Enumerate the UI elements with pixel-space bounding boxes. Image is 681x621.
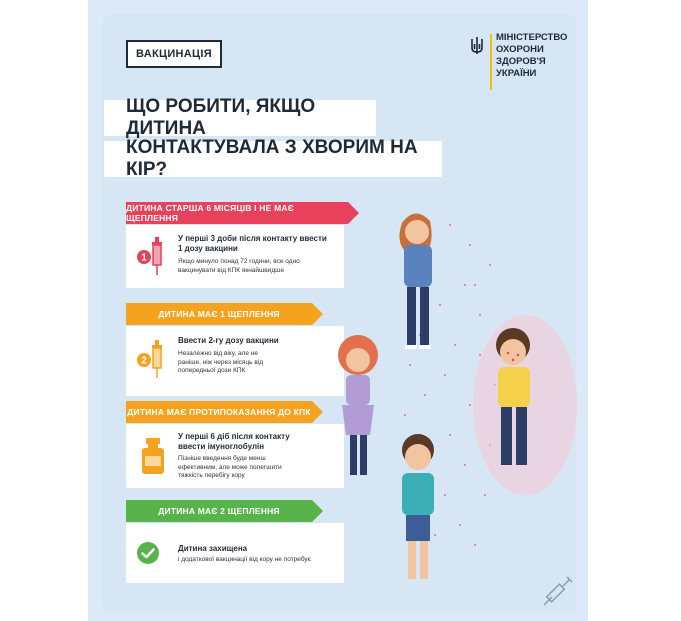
girl-curly-figure — [338, 335, 378, 475]
section-1-main: У перші 3 доби після контакту ввести 1 дозу вакцини — [178, 234, 327, 253]
dose-number-2: 2 — [141, 355, 147, 367]
section-4-main: Дитина захищена — [178, 544, 248, 553]
section-4-sub: і додаткової вакцинації від кору не потребує — [178, 556, 311, 563]
vial-icon — [136, 436, 170, 476]
section-card-4 — [126, 523, 344, 583]
section-3-sub: Пізніше введення буде менш ефективним, але може полегшити тяжкість перебігу кору — [178, 455, 282, 479]
logo-divider — [490, 34, 492, 90]
section-3-main: У перші 6 діб після контакту ввести імуноглобулін — [178, 432, 290, 451]
section-2-sub: Незалежно від віку, але не раніше, ніж через місяць від попередньої дози КПК — [178, 350, 264, 374]
checkmark-icon — [136, 541, 160, 565]
category-badge: ВАКЦИНАЦІЯ — [126, 40, 222, 68]
section-2-main: Ввести 2-гу дозу вакцини — [178, 336, 279, 345]
section-header-2: ДИТИНА МАЄ 1 ЩЕПЛЕННЯ — [126, 303, 312, 325]
syringe-dose-1-icon — [136, 235, 170, 277]
title-line-2: КОНТАКТУВАЛА З ХВОРИМ НА КІР? — [104, 141, 442, 177]
boy-figure — [402, 434, 434, 579]
section-header-4: ДИТИНА МАЄ 2 ЩЕПЛЕННЯ — [126, 500, 312, 522]
section-card-1 — [126, 225, 344, 288]
dose-number-1: 1 — [141, 252, 147, 264]
ministry-name: МІНІСТЕРСТВО ОХОРОНИ ЗДОРОВ'Я УКРАЇНИ — [496, 32, 568, 79]
girl-standing-figure — [399, 213, 432, 349]
section-card-3 — [126, 424, 344, 488]
section-1-sub: Якщо минуло понад 72 години, все одно вакцинувати від КПК якнайшвидше — [178, 258, 300, 274]
section-card-2 — [126, 326, 344, 396]
section-header-3: ДИТИНА МАЄ ПРОТИПОКАЗАННЯ ДО КПК — [126, 401, 312, 423]
section-header-1: ДИТИНА СТАРША 6 МІСЯЦІВ І НЕ МАЄ ЩЕПЛЕННЯ — [126, 202, 348, 224]
title-line-1: ЩО РОБИТИ, ЯКЩО ДИТИНА — [104, 100, 376, 136]
ministry-logo — [470, 30, 580, 92]
trident-icon — [470, 36, 484, 56]
syringe-dose-2-icon — [136, 338, 170, 380]
syringe-corner-icon — [538, 575, 578, 611]
children-illustration — [330, 195, 580, 595]
